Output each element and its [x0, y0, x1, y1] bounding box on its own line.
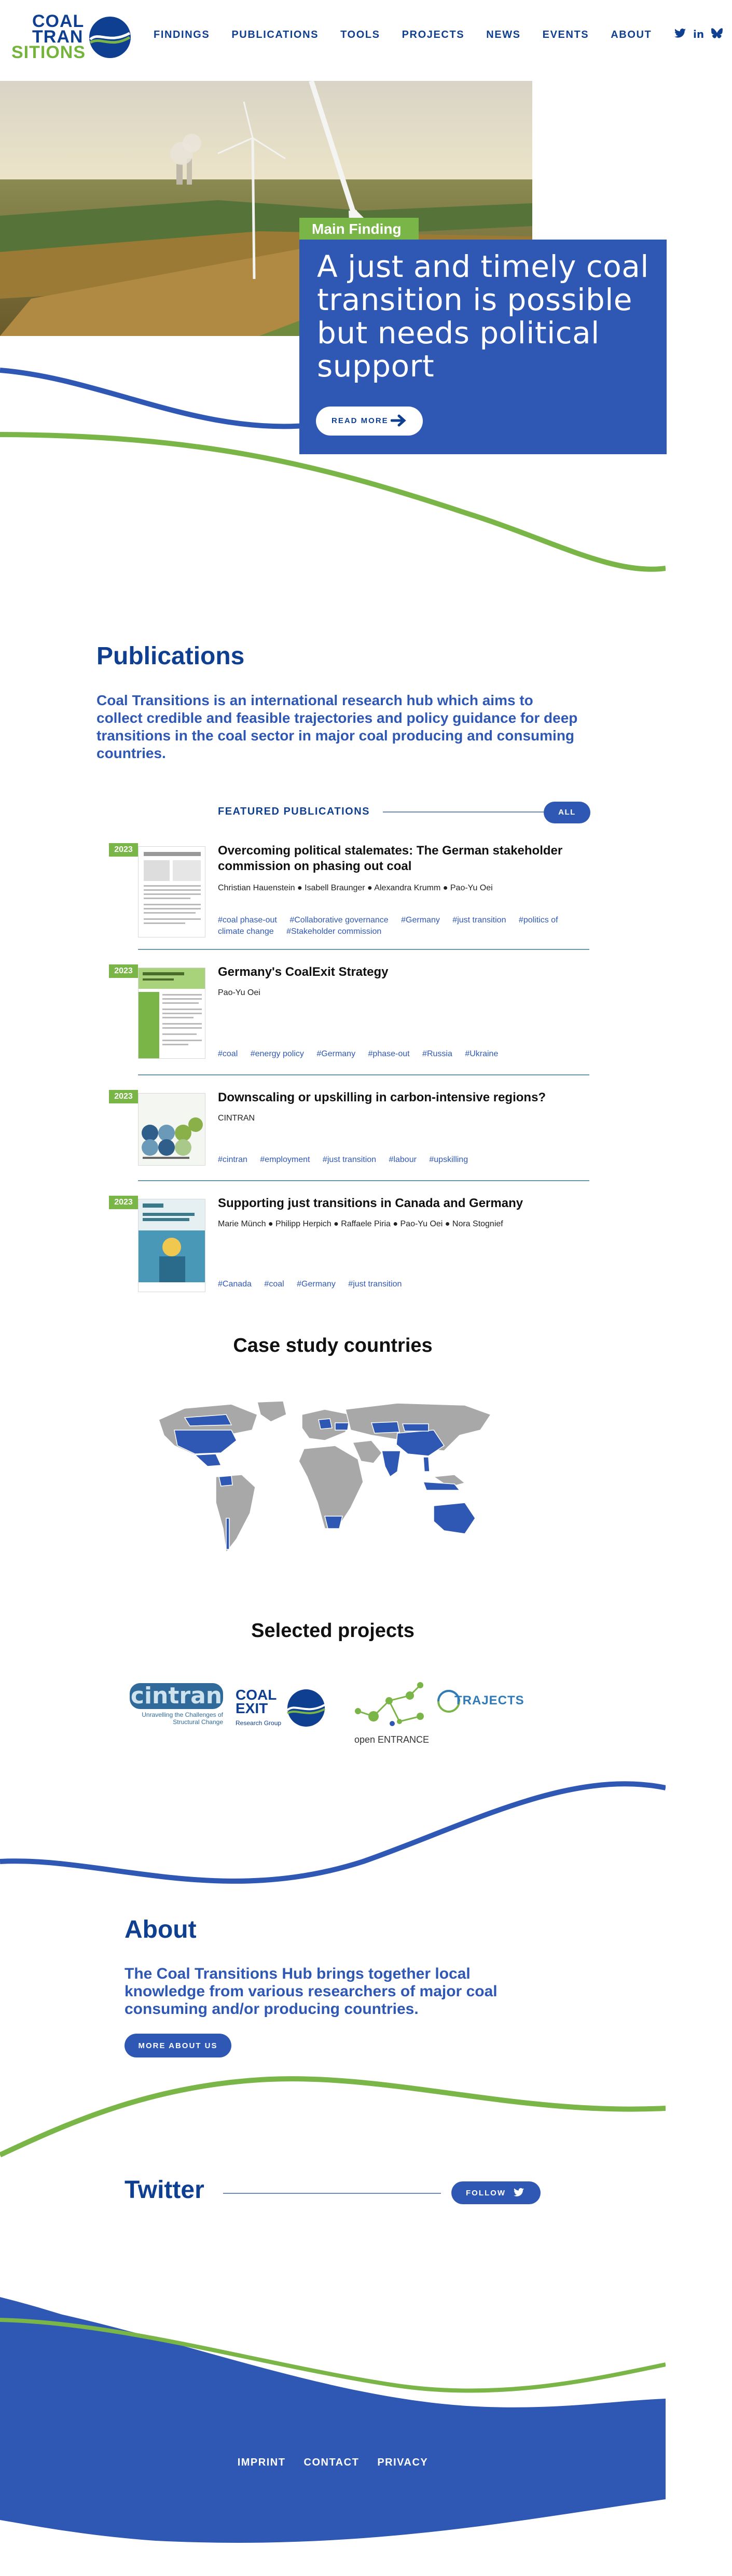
- tag[interactable]: #Germany: [401, 916, 440, 925]
- tag[interactable]: #Russia: [422, 1049, 452, 1058]
- decorative-waves-about: [0, 2064, 666, 2162]
- publication-tags: [218, 1048, 581, 1060]
- tag[interactable]: #just transition: [348, 1280, 402, 1289]
- publication-authors: CINTRAN: [218, 1114, 255, 1123]
- site-header: [0, 0, 732, 73]
- decorative-waves-middle: [0, 1773, 666, 1908]
- globe-icon: [88, 16, 132, 59]
- case-study-world-map[interactable]: [154, 1399, 499, 1565]
- tag[interactable]: #Germany: [297, 1280, 336, 1289]
- publication-title[interactable]: Overcoming political stalemates: The German stakeholder commission on phasing out coal: [218, 844, 563, 873]
- publication-tags: [218, 1279, 581, 1290]
- more-about-us-button[interactable]: MORE ABOUT US: [125, 2034, 231, 2057]
- featured-publications-header: [218, 802, 590, 824]
- publication-item[interactable]: [109, 964, 589, 1079]
- tag[interactable]: #Stakeholder commission: [286, 927, 382, 936]
- tag[interactable]: #coal: [264, 1280, 284, 1289]
- tag[interactable]: #phase-out: [368, 1049, 410, 1058]
- social-links: [674, 28, 723, 40]
- coal-exit-logo[interactable]: COAL EXIT Research Group: [236, 1688, 329, 1730]
- main-nav: [154, 29, 673, 45]
- footer-imprint-link[interactable]: IMPRINT: [237, 2457, 286, 2468]
- tag[interactable]: #labour: [389, 1155, 417, 1164]
- footer-contact-link[interactable]: CONTACT: [303, 2457, 360, 2468]
- twitter-icon[interactable]: [674, 28, 686, 38]
- twitter-title: Twitter: [125, 2176, 204, 2204]
- nav-events[interactable]: EVENTS: [542, 29, 589, 40]
- publication-tags: [218, 1154, 581, 1166]
- tag[interactable]: #Canada: [218, 1280, 252, 1289]
- site-logo[interactable]: [11, 13, 136, 63]
- main-finding-badge: Main Finding: [299, 218, 419, 242]
- follow-button[interactable]: FOLLOW: [451, 2181, 541, 2204]
- publication-title[interactable]: Germany's CoalExit Strategy: [218, 965, 389, 979]
- logo-wordmark: COAL TRAN SITIONS: [11, 11, 86, 62]
- tag[interactable]: #coal phase-out: [218, 916, 277, 925]
- publication-authors: Pao-Yu Oei: [218, 988, 260, 997]
- nav-findings[interactable]: FINDINGS: [154, 29, 210, 40]
- tag[interactable]: #just transition: [452, 916, 506, 925]
- publications-intro: Coal Transitions is an international research hub which aims to collect credible and feasible trajectories and policy guidance for deep transitions in the coal sector in major coal producing and consuming countries.: [96, 692, 578, 761]
- divider: [223, 2193, 441, 2194]
- year-badge: 2023: [109, 964, 138, 978]
- trajects-logo[interactable]: TRAJECTS: [436, 1688, 534, 1725]
- linkedin-icon[interactable]: in: [693, 28, 705, 40]
- publications-title: Publications: [96, 642, 245, 670]
- divider: [138, 1180, 589, 1181]
- project-logos: [130, 1680, 545, 1753]
- divider: [138, 1074, 589, 1075]
- tag[interactable]: #energy policy: [250, 1049, 304, 1058]
- main-finding-title: A just and timely coal transition is possible but needs political support: [317, 249, 649, 384]
- nav-tools[interactable]: TOOLS: [340, 29, 380, 40]
- publication-thumbnail: [138, 1093, 205, 1166]
- all-publications-button[interactable]: ALL: [544, 802, 590, 823]
- publication-thumbnail: [138, 846, 205, 937]
- divider: [138, 949, 589, 950]
- main-finding-box: [299, 240, 667, 454]
- case-study-title: Case study countries: [233, 1335, 433, 1356]
- tag[interactable]: #upskilling: [429, 1155, 468, 1164]
- publication-title[interactable]: Downscaling or upskilling in carbon-intensive regions?: [218, 1090, 546, 1104]
- tag[interactable]: #cintran: [218, 1155, 247, 1164]
- year-badge: 2023: [109, 843, 138, 857]
- tag[interactable]: #Ukraine: [465, 1049, 499, 1058]
- nav-projects[interactable]: PROJECTS: [402, 29, 465, 40]
- publication-item[interactable]: [109, 1196, 589, 1294]
- footer-background: [0, 2281, 666, 2551]
- globe-icon: [285, 1688, 327, 1728]
- read-more-button[interactable]: READ MORE: [316, 407, 423, 436]
- about-text: The Coal Transitions Hub brings together local knowledge from various researchers of major coal consuming and/or producing countries.: [125, 1965, 498, 2018]
- year-badge: 2023: [109, 1090, 138, 1103]
- footer-links: [0, 2457, 666, 2469]
- network-icon: [342, 1680, 441, 1732]
- selected-projects-title: Selected projects: [251, 1620, 415, 1642]
- tag[interactable]: #Germany: [316, 1049, 356, 1058]
- footer-privacy-link[interactable]: PRIVACY: [377, 2457, 429, 2468]
- twitter-icon: [514, 2188, 524, 2197]
- tag[interactable]: #politics of climate change: [218, 916, 558, 936]
- divider: [383, 811, 544, 813]
- featured-publications-label: FEATURED PUBLICATIONS: [218, 806, 370, 817]
- nav-publications[interactable]: PUBLICATIONS: [231, 29, 319, 40]
- publication-authors: Marie Münch ● Philipp Herpich ● Raffaele Piria ● Pao-Yu Oei ● Nora Stognief: [218, 1220, 503, 1228]
- publication-thumbnail: [138, 1199, 205, 1292]
- publication-thumbnail: [138, 968, 205, 1059]
- tag[interactable]: #Collaborative governance: [289, 916, 389, 925]
- publication-authors: Christian Hauenstein ● Isabell Braunger ● Alexandra Krumm ● Pao-Yu Oei: [218, 884, 493, 892]
- tag[interactable]: #employment: [260, 1155, 310, 1164]
- publication-title[interactable]: Supporting just transitions in Canada and Germany: [218, 1196, 523, 1210]
- open-entrance-logo[interactable]: open ENTRANCE: [342, 1680, 441, 1747]
- cintran-logo[interactable]: cintran Unravelling the Challenges of Structural Change: [130, 1683, 223, 1726]
- publication-tags: [218, 915, 581, 937]
- arrow-right-icon: [391, 414, 407, 427]
- about-title: About: [125, 1916, 197, 1943]
- nav-about[interactable]: ABOUT: [611, 29, 652, 40]
- tag[interactable]: #just transition: [322, 1155, 377, 1164]
- tag[interactable]: #coal: [218, 1049, 238, 1058]
- year-badge: 2023: [109, 1196, 138, 1209]
- publication-item[interactable]: [109, 1090, 589, 1183]
- publication-item[interactable]: [109, 843, 589, 952]
- nav-news[interactable]: NEWS: [486, 29, 521, 40]
- bluesky-icon[interactable]: [711, 28, 723, 38]
